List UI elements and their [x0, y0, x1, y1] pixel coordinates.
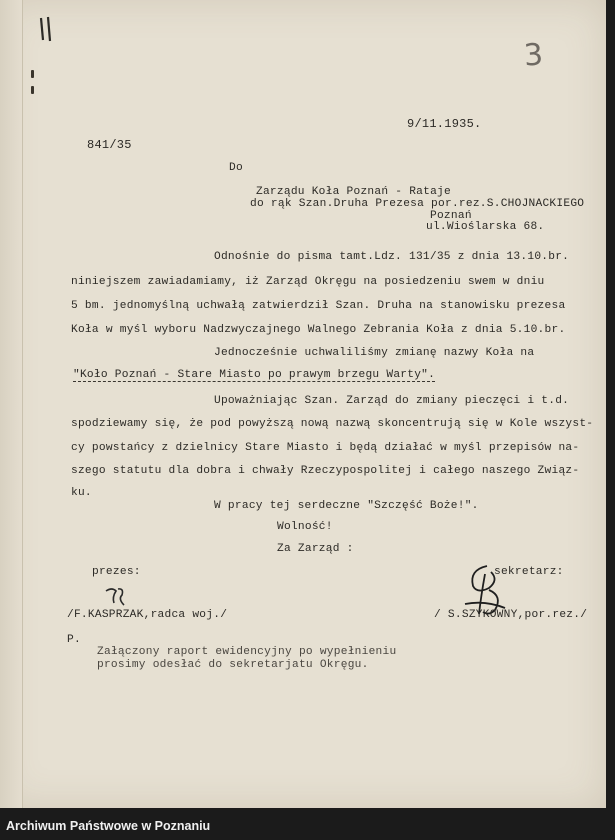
- secretary-name: / S.SZYKOWNY,por.rez./: [434, 609, 588, 621]
- body-line: Jednocześnie uchwaliliśmy zmianę nazwy Koła na: [214, 347, 535, 359]
- body-line: 5 bm. jednomyślną uchwałą zatwierdził Szan. Druha na stanowisku prezesa: [71, 300, 566, 312]
- folio-mark-icon: [37, 16, 57, 46]
- letter-date: 9/11.1935.: [407, 117, 482, 131]
- reference-number: 841/35: [87, 138, 132, 152]
- punch-hole-mark: [31, 86, 34, 94]
- address-line: do rąk Szan.Druha Prezesa por.rez.S.CHOJNACKIEGO: [250, 198, 585, 210]
- closing-line: Za Zarząd :: [277, 543, 354, 555]
- new-branch-name: "Koło Poznań - Stare Miasto po prawym brzegu Warty".: [73, 369, 436, 381]
- body-line: Odnośnie do pisma tamt.Ldz. 131/35 z dnia 13.10.br.: [214, 251, 570, 263]
- punch-hole-mark: [31, 70, 34, 78]
- body-line: spodziewamy się, że pod powyższą nową nazwą skoncentrują się w Kole wszyst-: [71, 418, 594, 430]
- postscript-line: Załączony raport ewidencyjny po wypełnieniu: [97, 646, 397, 658]
- archive-name: Archiwum Państwowe w Poznaniu: [6, 819, 211, 833]
- president-label: prezes:: [92, 566, 141, 578]
- archive-footer: [0, 808, 615, 840]
- closing-line: Wolność!: [277, 521, 333, 533]
- postscript-marker: P.: [67, 634, 81, 646]
- body-line: niniejszem zawiadamiamy, iż Zarząd Okręgu na posiedzeniu swem w dniu: [71, 276, 545, 288]
- body-line: ku.: [71, 487, 92, 499]
- address-line: ul.Wioślarska 68.: [426, 221, 545, 233]
- secretary-label: sekretarz:: [494, 566, 564, 578]
- address-line: Poznań: [430, 210, 472, 222]
- postscript-line: prosimy odesłać do sekretarjatu Okręgu.: [97, 659, 369, 671]
- body-line: cy powstańcy z dzielnicy Stare Miasto i będą działać w myśl przepisów na-: [71, 442, 580, 454]
- address-line: Zarządu Koła Poznań - Rataje: [256, 186, 451, 198]
- binding-margin: [0, 0, 23, 808]
- body-line: szego statutu dla dobra i chwały Rzeczypospolitej i całego naszego Związ-: [71, 465, 580, 477]
- closing-line: W pracy tej serdeczne "Szczęść Boże!".: [214, 500, 479, 512]
- salutation: Do: [229, 162, 243, 174]
- body-line: Koła w myśl wyboru Nadzwyczajnego Walnego Zebrania Koła z dnia 5.10.br.: [71, 324, 566, 336]
- body-line: Upoważniając Szan. Zarząd do zmiany pieczęci i t.d.: [214, 395, 570, 407]
- pencil-page-number: 3: [522, 37, 545, 74]
- president-name: /F.KASPRZAK,radca woj./: [67, 609, 228, 621]
